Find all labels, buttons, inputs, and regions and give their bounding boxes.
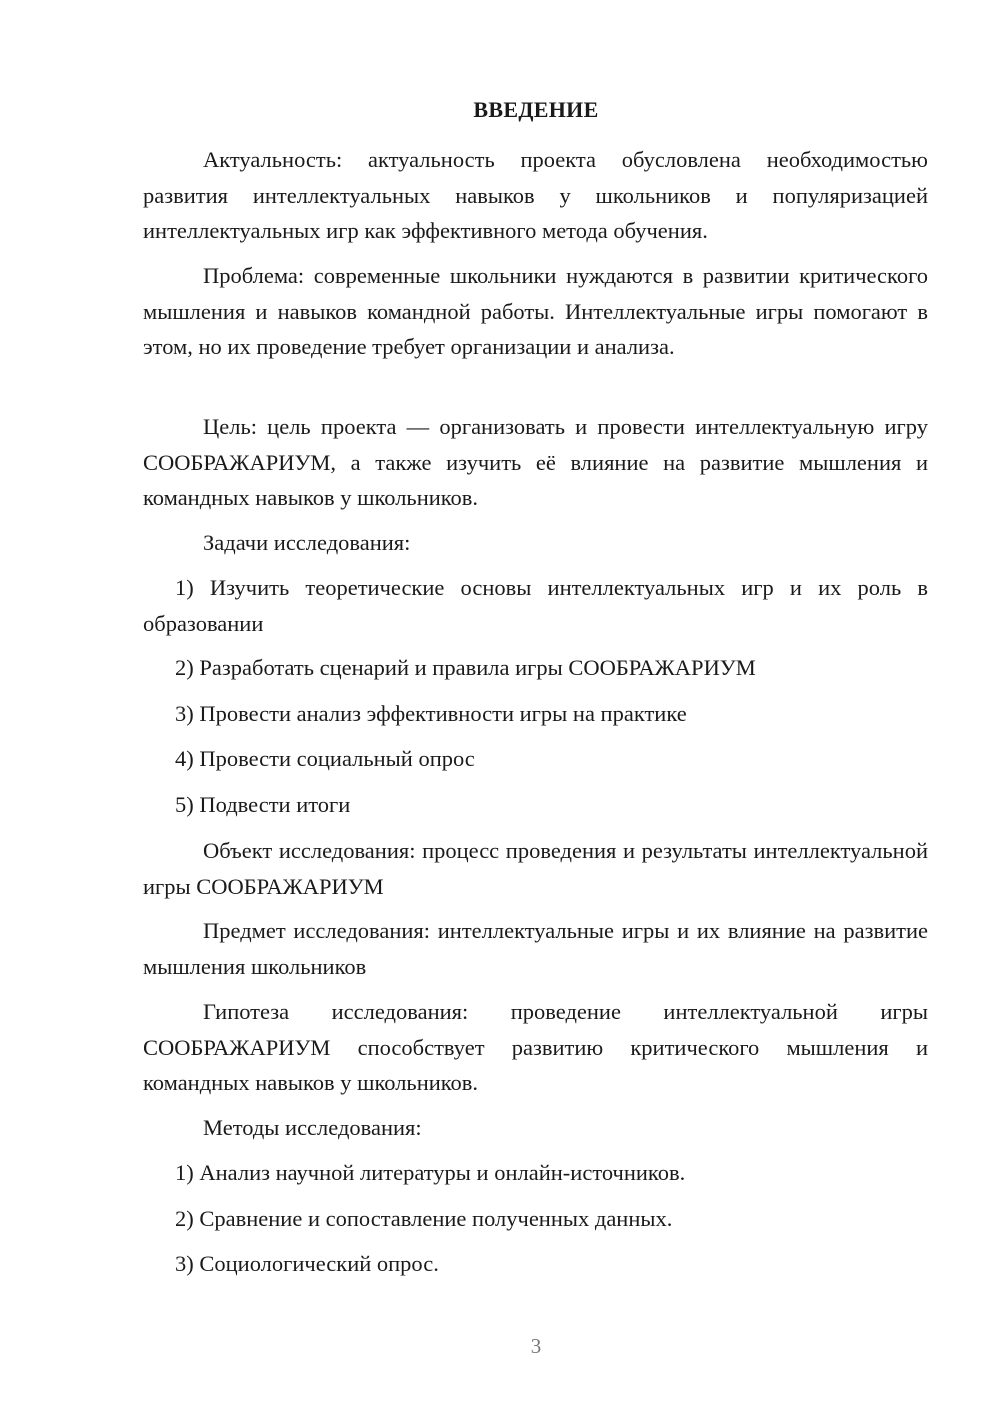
paragraph-hypothesis: Гипотеза исследования: проведение интеллектуальной игры СООБРАЖАРИУМ способствует развитию критического мышления и командных навыков у школьников. bbox=[143, 999, 928, 1095]
tasks-heading: Задачи исследования: bbox=[203, 530, 411, 555]
method-item-3: 3) Социологический опрос. bbox=[175, 1251, 439, 1276]
task-item-5: 5) Подвести итоги bbox=[175, 792, 351, 817]
task-item-2: 2) Разработать сценарий и правила игры СООБРАЖАРИУМ bbox=[175, 655, 756, 680]
paragraph-subject: Предмет исследования: интеллектуальные игры и их влияние на развитие мышления школьников bbox=[143, 918, 928, 979]
methods-heading: Методы исследования: bbox=[203, 1115, 422, 1140]
paragraph-relevance: Актуальность: актуальность проекта обусловлена необходимостью развития интеллектуальных навыков у школьников и популяризацией интеллектуальных игр как эффективного метода обучения. bbox=[143, 147, 928, 243]
method-item-2: 2) Сравнение и сопоставление полученных данных. bbox=[175, 1206, 673, 1231]
paragraph-object: Объект исследования: процесс проведения и результаты интеллектуальной игры СООБРАЖАРИУМ bbox=[143, 838, 928, 899]
paragraph-problem: Проблема: современные школьники нуждаются в развитии критического мышления и навыков командной работы. Интеллектуальные игры помогают в этом, но их проведение требует организации и анализа. bbox=[143, 263, 928, 359]
task-item-3: 3) Провести анализ эффективности игры на практике bbox=[175, 701, 687, 726]
method-item-1: 1) Анализ научной литературы и онлайн-источников. bbox=[175, 1160, 686, 1185]
task-item-1: 1) Изучить теоретические основы интеллектуальных игр и их роль в образовании bbox=[143, 575, 928, 636]
page-number: 3 bbox=[530, 1334, 542, 1358]
section-title: ВВЕДЕНИЕ bbox=[473, 97, 599, 122]
paragraph-goal: Цель: цель проекта — организовать и провести интеллектуальную игру СООБРАЖАРИУМ, а также изучить её влияние на развитие мышления и командных навыков у школьников. bbox=[143, 414, 928, 510]
task-item-4: 4) Провести социальный опрос bbox=[175, 746, 475, 771]
